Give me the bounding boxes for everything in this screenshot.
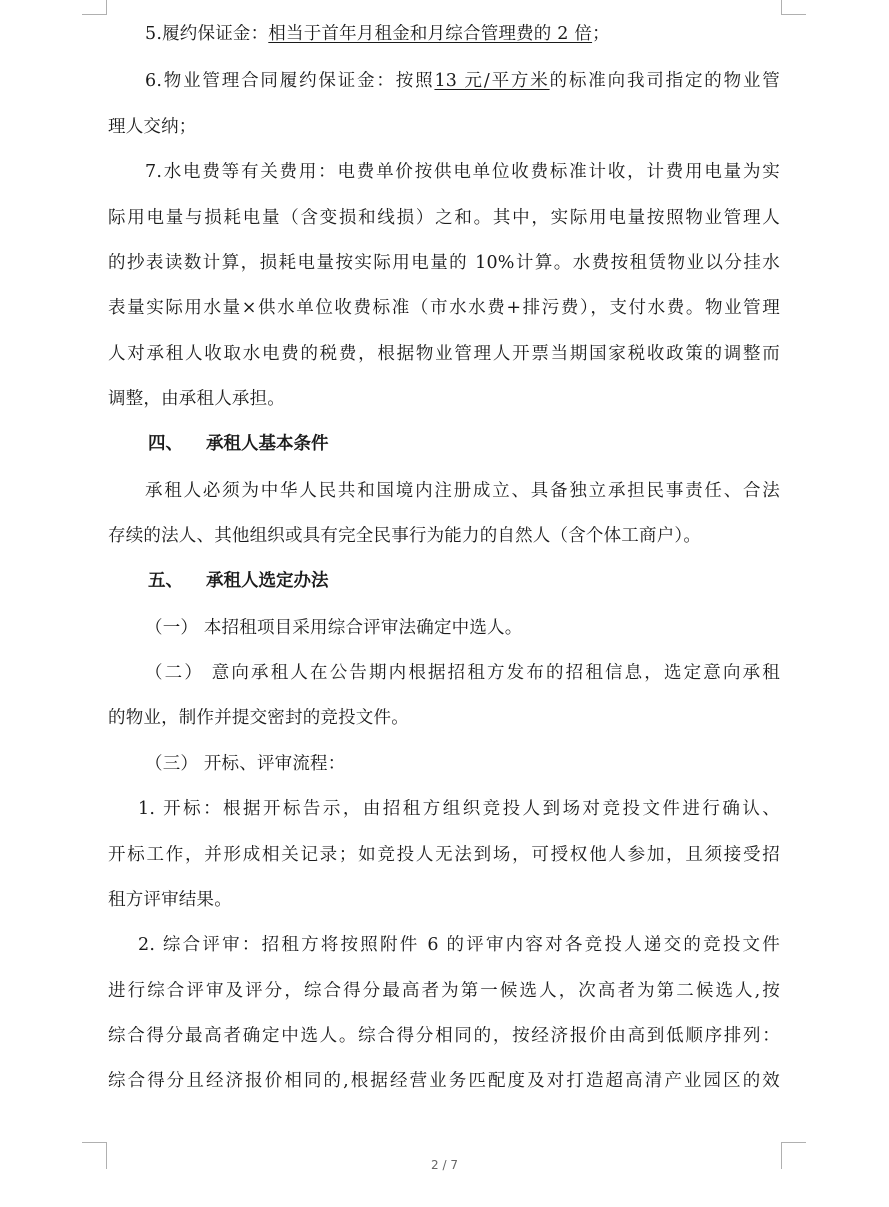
paragraph-line: 7.水电费等有关费用：电费单价按供电单位收费标准计收，计费用电量为实 [145,162,780,182]
paragraph-line [145,69,780,93]
text-run: ； [592,24,610,44]
section-heading-4 [148,432,329,456]
paragraph-line: 调整，由承租人承担。 [108,389,285,409]
paragraph-line: 租方评审结果。 [108,890,232,910]
paragraph-line: （三） 开标、评审流程： [145,754,346,774]
paragraph-line: 1. 开标：根据开标告示，由招租方组织竞投人到场对竞投文件进行确认、 [138,799,780,819]
section-title: 承租人基本条件 [206,434,329,454]
paragraph-line: 综合得分且经济报价相同的,根据经营业务匹配度及对打造超高清产业园区的效 [108,1071,780,1091]
text-run: 5.履约保证金： [145,24,269,44]
paragraph-line: （一） 本招租项目采用综合评审法确定中选人。 [145,618,523,638]
crop-mark-top-left [82,0,107,15]
paragraph-line: 开标工作，并形成相关记录；如竞投人无法到场，可授权他人参加，且须接受招 [108,845,780,865]
paragraph-line: 的物业，制作并提交密封的竞投文件。 [108,708,409,728]
section-number: 四、 [148,434,183,454]
paragraph-line: 人对承租人收取水电费的税费，根据物业管理人开票当期国家税收政策的调整而 [108,344,780,364]
paragraph-line [145,22,780,46]
underlined-text: 13 元/平方米 [434,71,550,91]
section-number: 五、 [148,571,183,591]
paragraph-line: 综合得分最高者确定中选人。综合得分相同的，按经济报价由高到低顺序排列： [108,1026,780,1046]
section-heading-5 [148,569,329,593]
paragraph-line: 的抄表读数计算，损耗电量按实际用电量的 10%计算。水费按租赁物业以分挂水 [108,253,780,273]
section-title: 承租人选定办法 [206,571,329,591]
paragraph-line: 承租人必须为中华人民共和国境内注册成立、具备独立承担民事责任、合法 [145,481,780,501]
page-number: 2 / 7 [431,1158,458,1172]
paragraph-line: 存续的法人、其他组织或具有完全民事行为能力的自然人（含个体工商户）。 [108,526,702,546]
paragraph-line: 表量实际用水量×供水单位收费标准（市水水费+排污费），支付水费。物业管理 [108,298,780,318]
paragraph-line: 理人交纳； [108,117,197,137]
text-run: 的标准向我司指定的物业管 [549,71,781,91]
underlined-text: 相当于首年月租金和月综合管理费的 2 倍 [268,24,593,44]
crop-mark-top-right [781,0,806,15]
paragraph-line: （二） 意向承租人在公告期内根据招租方发布的招租信息，选定意向承租 [145,663,780,683]
text-run: 6.物业管理合同履约保证金：按照 [145,71,435,91]
paragraph-line: 进行综合评审及评分，综合得分最高者为第一候选人，次高者为第二候选人,按 [108,981,780,1001]
paragraph-line: 2. 综合评审：招租方将按照附件 6 的评审内容对各竞投人递交的竞投文件 [138,935,780,955]
paragraph-line: 际用电量与损耗电量（含变损和线损）之和。其中，实际用电量按照物业管理人 [108,208,780,228]
